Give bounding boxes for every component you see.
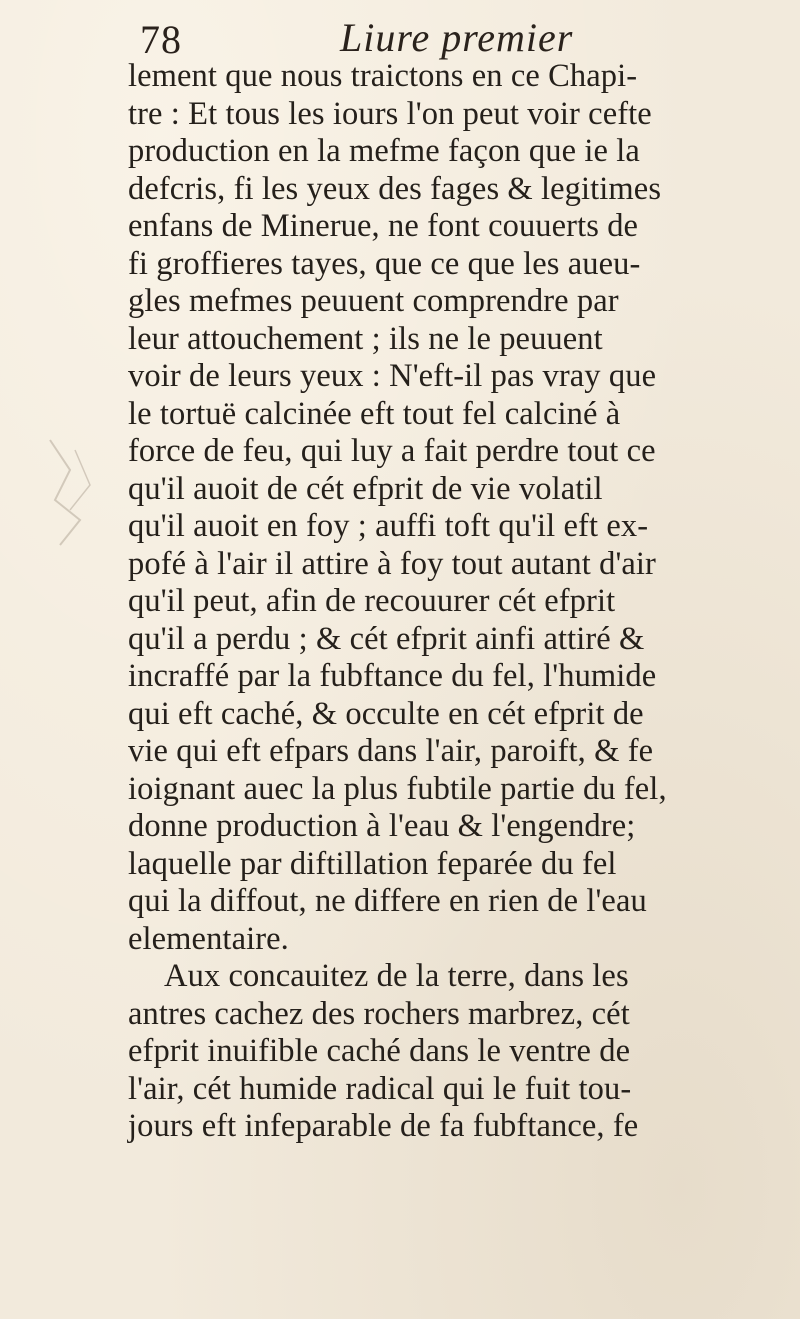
text-line: donne production à l'eau & l'engendre; [128, 808, 636, 844]
text-line: lement que nous traictons en ce Chapi- [128, 58, 638, 94]
text-line: qui eft caché, & occulte en cét efprit de [128, 695, 644, 732]
text-line: vie qui eft efpars dans l'air, paroift, & fe [128, 733, 654, 769]
text-line: qu'il peut, afin de recouurer cét efprit [128, 583, 616, 619]
text-line: ioignant auec la plus fubtile partie du fel, [128, 770, 667, 807]
text-line: pofé à l'air il attire à foy tout autant d'air [128, 545, 656, 582]
text-line: le tortuë calcinée eft tout fel calciné à [128, 395, 621, 432]
text-line: production en la mefme façon que ie la [128, 133, 640, 169]
body-text [128, 58, 768, 1146]
text-line: incraffé par la fubftance du fel, l'humide [128, 658, 657, 694]
text-line: laquelle par diftillation feparée du fel [128, 845, 617, 882]
text-line: jours eft infeparable de fa fubftance, fe [128, 1108, 639, 1144]
text-line: force de feu, qui luy a fait perdre tout ce [128, 433, 656, 469]
text-line: gles mefmes peuuent comprendre par [128, 283, 619, 319]
page-header [0, 10, 800, 65]
paragraph-start-line: Aux concauitez de la terre, dans les [164, 958, 629, 994]
text-line: elementaire. [128, 920, 289, 957]
text-line: enfans de Minerue, ne font couuerts de [128, 208, 639, 244]
text-line: tre : Et tous les iours l'on peut voir cefte [128, 95, 652, 132]
page-number: 78 [140, 17, 182, 62]
text-line: voir de leurs yeux : N'eft-il pas vray que [128, 358, 657, 394]
text-line: l'air, cét humide radical qui le fuit tou- [128, 1070, 632, 1107]
text-line: qu'il a perdu ; & cét efprit ainfi attiré & [128, 620, 645, 657]
running-title: Liure premier [340, 15, 574, 60]
text-line: fi groffieres tayes, que ce que les aueu- [128, 245, 641, 282]
text-line: qui la diffout, ne differe en rien de l'eau [128, 883, 647, 919]
text-line: qu'il auoit de cét efprit de vie volatil [128, 470, 603, 507]
text-line: antres cachez des rochers marbrez, cét [128, 995, 630, 1032]
text-line: defcris, fi les yeux des fages & legitimes [128, 170, 662, 207]
text-line: efprit inuifible caché dans le ventre de [128, 1033, 631, 1069]
text-line: qu'il auoit en foy ; auffi toft qu'il eft ex- [128, 508, 649, 544]
text-line: leur attouchement ; ils ne le peuuent [128, 320, 603, 357]
ink-bleed-stain [40, 430, 100, 550]
